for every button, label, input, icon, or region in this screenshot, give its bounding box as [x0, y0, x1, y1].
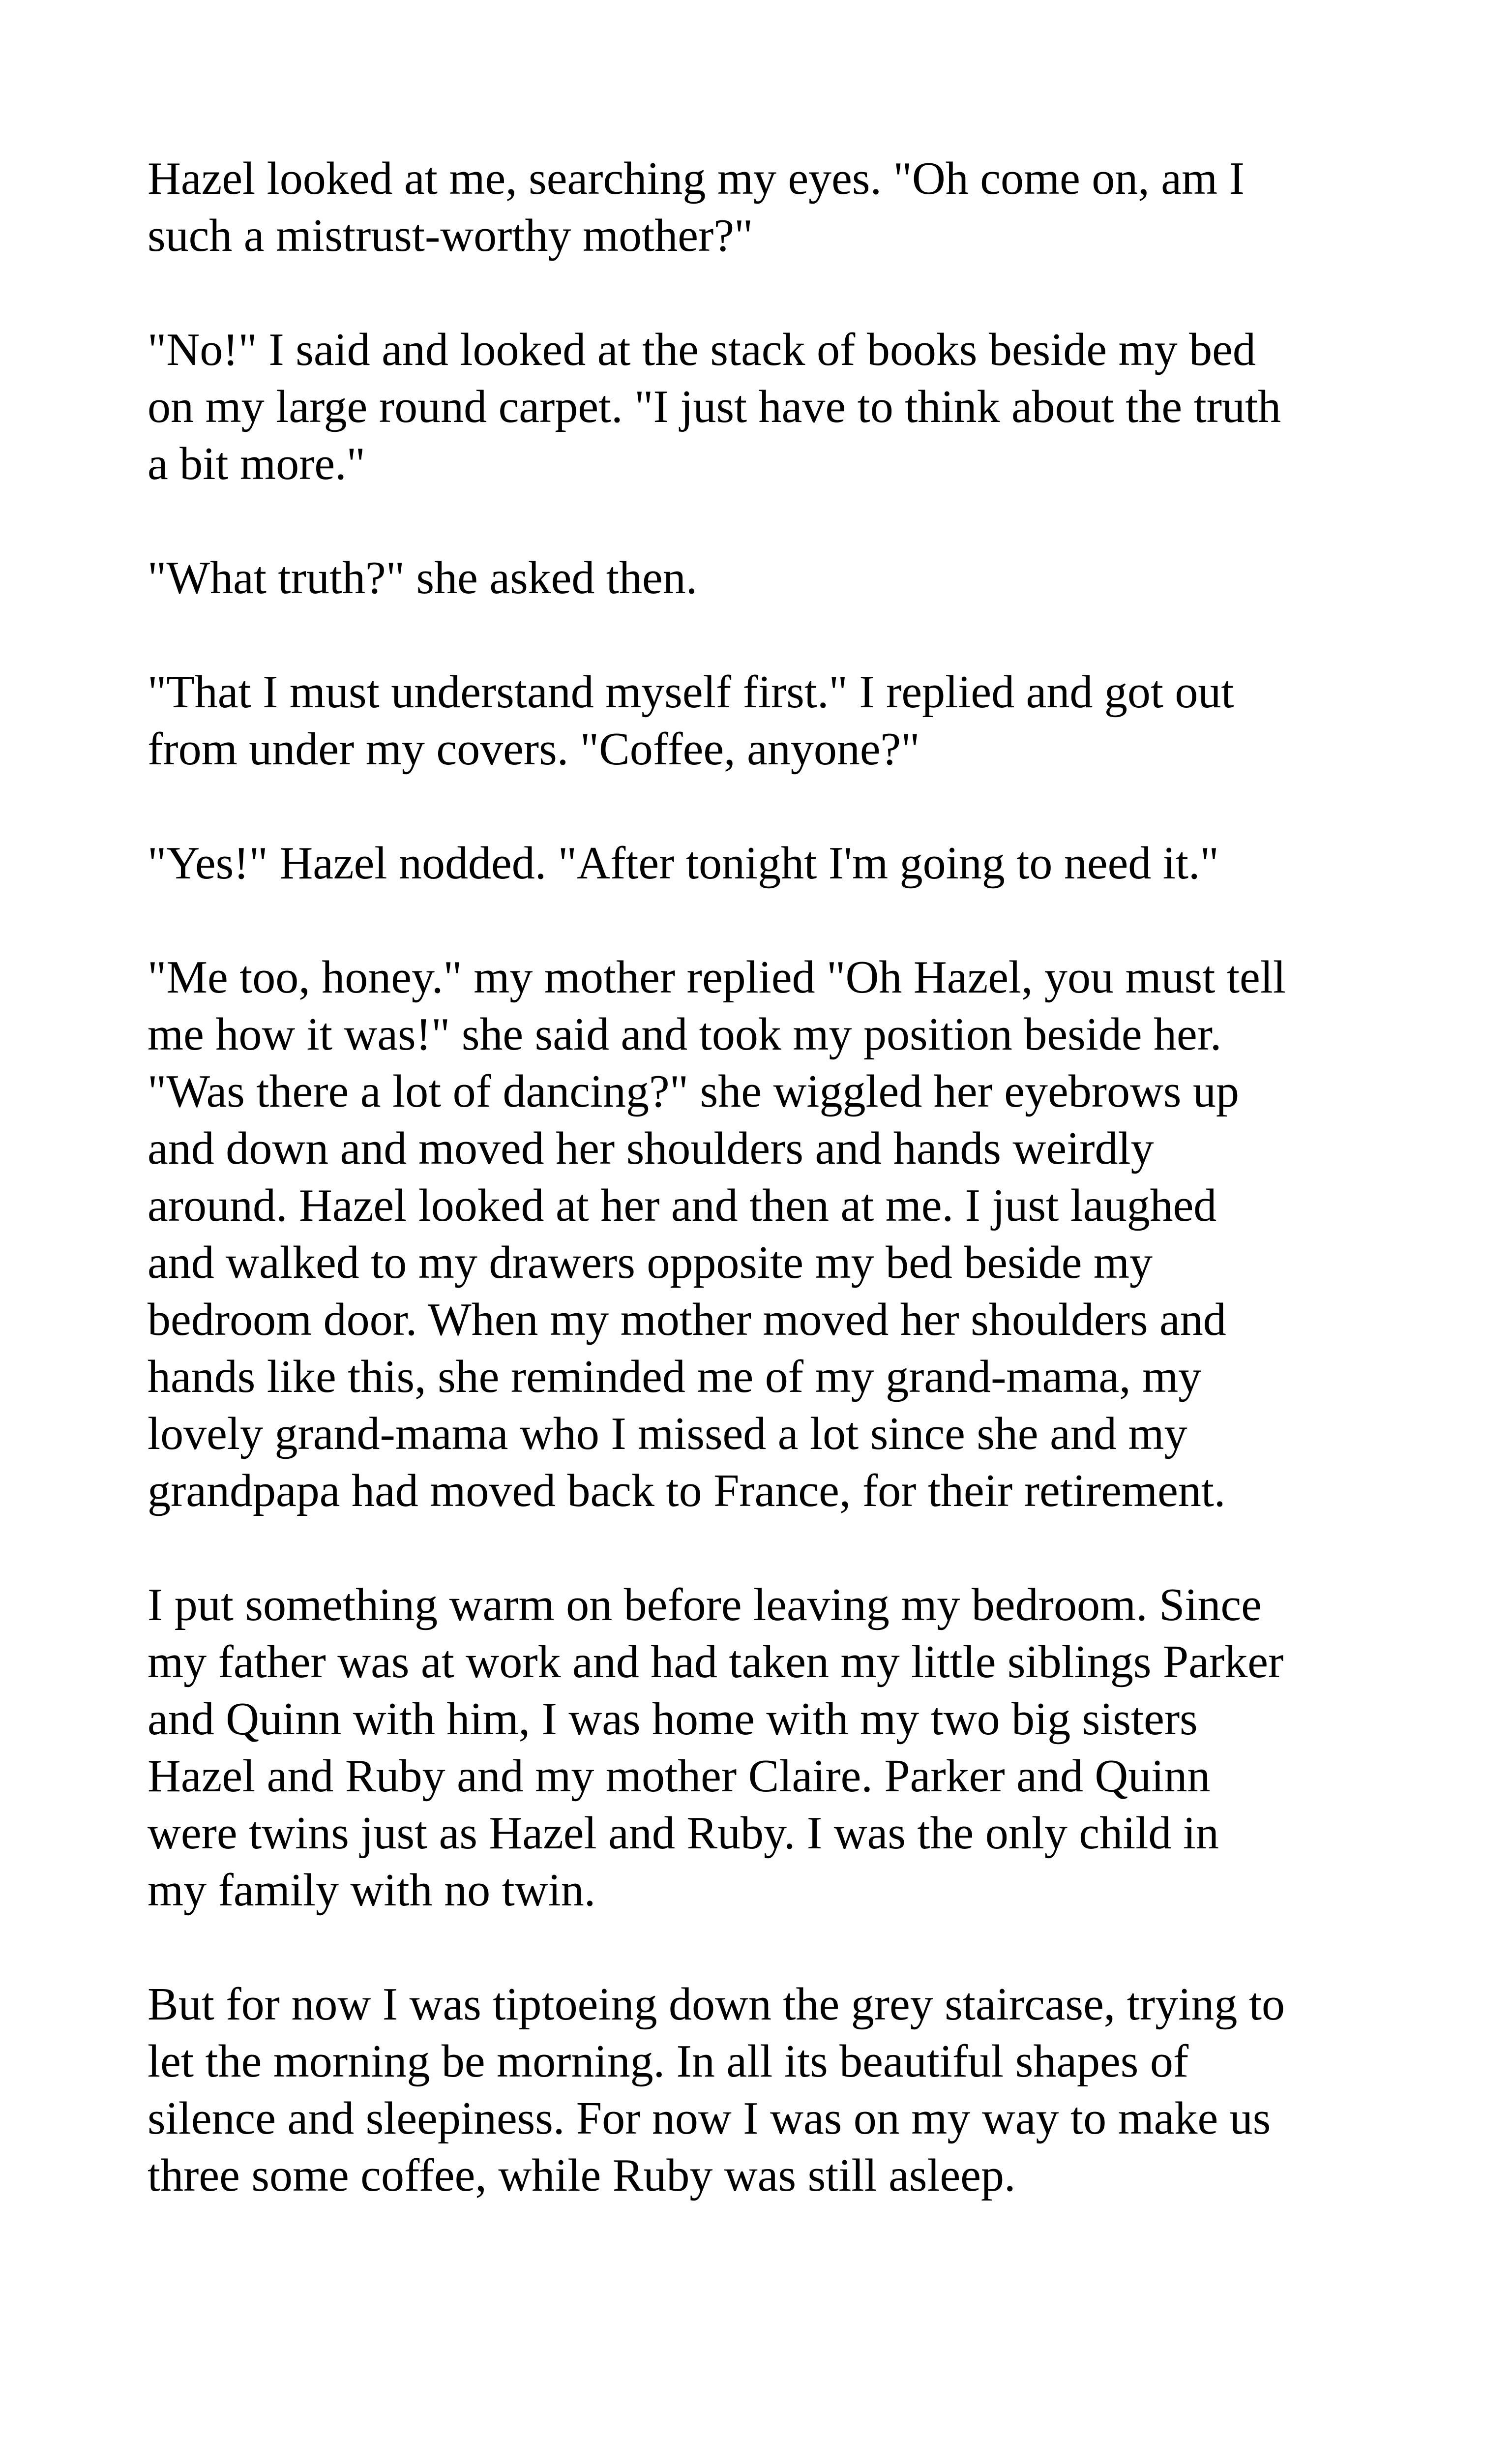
text-line: a bit more.": [148, 438, 365, 489]
text-line: bedroom door. When my mother moved her shoulders and: [148, 1294, 1226, 1345]
paragraph: [148, 150, 1406, 264]
text-line: such a mistrust-worthy mother?": [148, 210, 753, 261]
text-line: were twins just as Hazel and Ruby. I was the only child in: [148, 1808, 1219, 1859]
text-line: "Yes!" Hazel nodded. "After tonight I'm going to need it.": [148, 838, 1219, 889]
text-line: my family with no twin.: [148, 1865, 596, 1916]
text-line: "Was there a lot of dancing?" she wiggled her eyebrows up: [148, 1066, 1240, 1117]
text-line: around. Hazel looked at her and then at me. I just laughed: [148, 1180, 1217, 1231]
text-line: and walked to my drawers opposite my bed beside my: [148, 1237, 1153, 1288]
text-line: Hazel and Ruby and my mother Claire. Parker and Quinn: [148, 1750, 1211, 1802]
text-line: silence and sleepiness. For now I was on my way to make us: [148, 2093, 1271, 2144]
paragraph: [148, 949, 1406, 1519]
text-line: "No!" I said and looked at the stack of books beside my bed: [148, 324, 1256, 375]
paragraph: [148, 1976, 1406, 2204]
text-line: "Me too, honey." my mother replied "Oh Hazel, you must tell: [148, 952, 1286, 1003]
text-line: "What truth?" she asked then.: [148, 552, 698, 603]
text-line: lovely grand-mama who I missed a lot since she and my: [148, 1408, 1187, 1459]
paragraph: [148, 549, 1406, 606]
text-line: But for now I was tiptoeing down the grey staircase, trying to: [148, 1979, 1285, 2030]
text-line: "That I must understand myself first." I replied and got out: [148, 666, 1234, 718]
text-line: me how it was!" she said and took my position beside her.: [148, 1009, 1222, 1060]
text-line: Hazel looked at me, searching my eyes. "Oh come on, am I: [148, 153, 1245, 204]
text-line: my father was at work and had taken my little siblings Parker: [148, 1636, 1284, 1688]
text-line: grandpapa had moved back to France, for their retirement.: [148, 1465, 1226, 1516]
text-line: let the morning be morning. In all its beautiful shapes of: [148, 2036, 1189, 2087]
text-line: on my large round carpet. "I just have to think about the truth: [148, 381, 1281, 432]
text-line: hands like this, she reminded me of my grand-mama, my: [148, 1351, 1202, 1402]
text-line: I put something warm on before leaving my bedroom. Since: [148, 1579, 1262, 1630]
text-line: three some coffee, while Ruby was still asleep.: [148, 2150, 1016, 2201]
document-body: [148, 150, 1406, 2261]
text-line: and Quinn with him, I was home with my two big sisters: [148, 1693, 1198, 1745]
text-line: from under my covers. "Coffee, anyone?": [148, 724, 920, 775]
text-line: and down and moved her shoulders and hands weirdly: [148, 1123, 1154, 1174]
paragraph: [148, 321, 1406, 492]
paragraph: [148, 664, 1406, 778]
paragraph: [148, 835, 1406, 892]
paragraph: [148, 1576, 1406, 1919]
